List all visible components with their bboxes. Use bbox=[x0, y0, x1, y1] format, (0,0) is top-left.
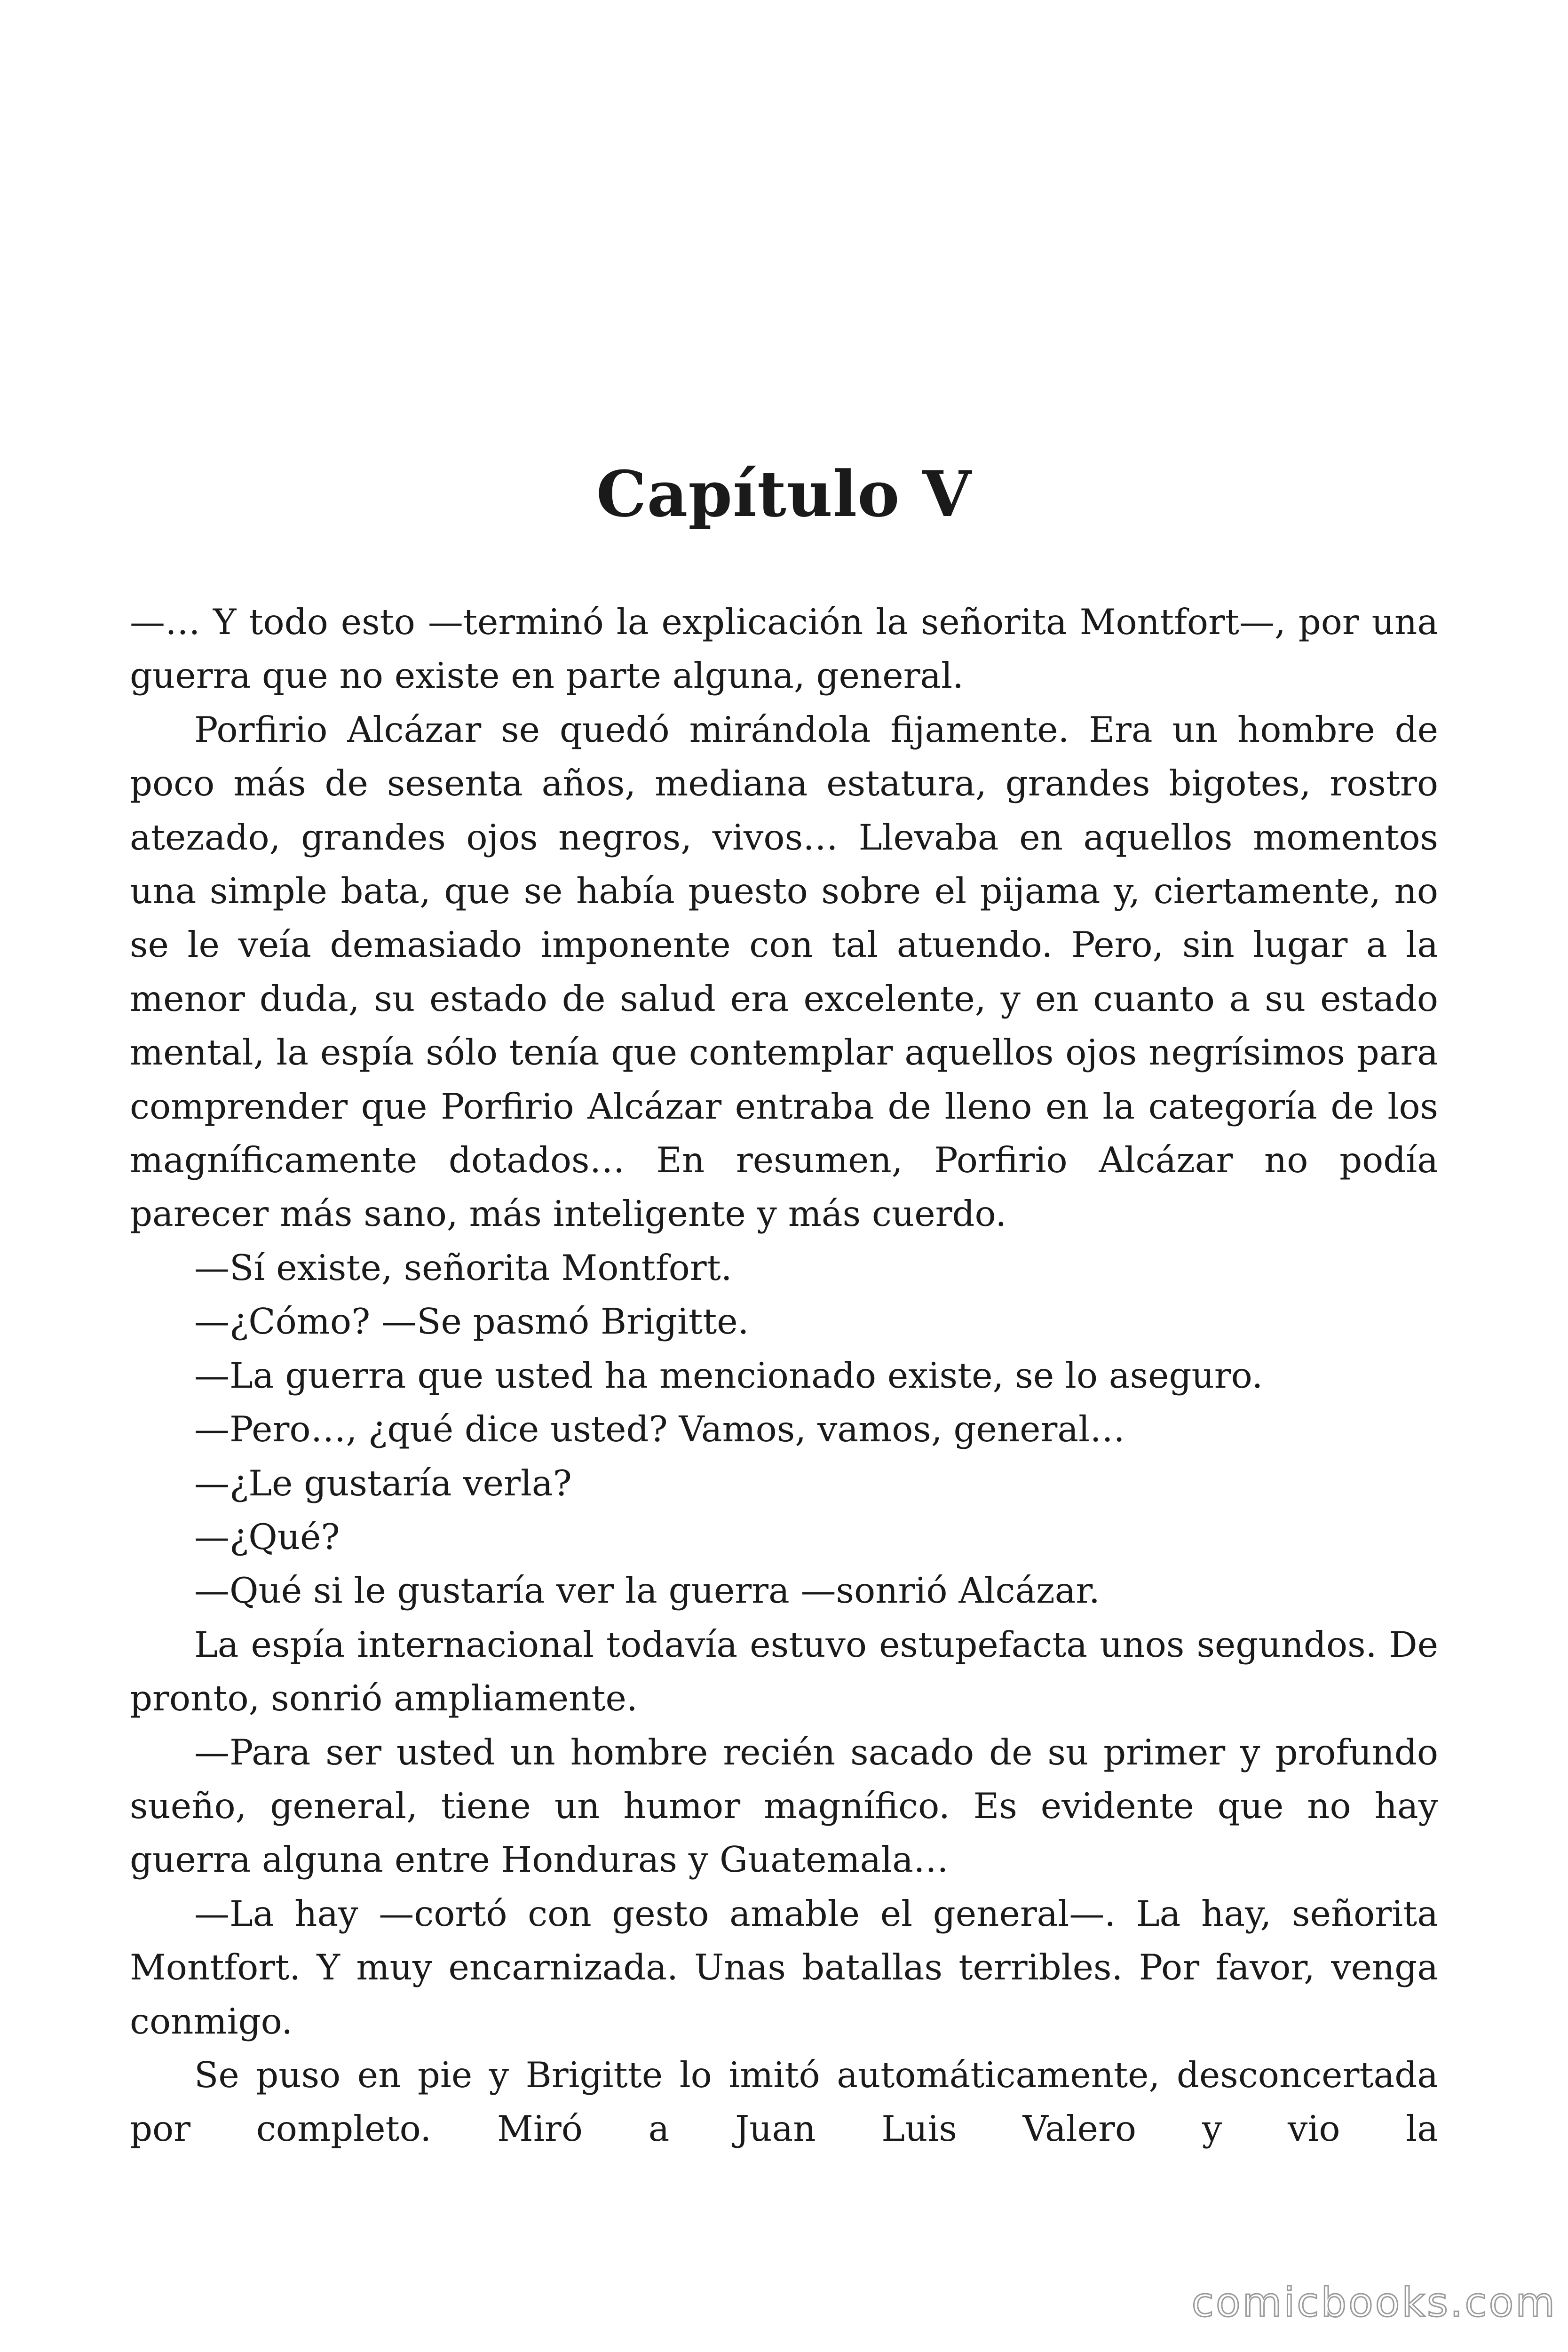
paragraph: —¿Cómo? —Se pasmó Brigitte. bbox=[194, 1301, 749, 1343]
paragraph: La espía internacional todavía estuvo estupefacta unos segundos. De pronto, sonrió ampliamente. bbox=[130, 1623, 1438, 1719]
paragraph: Porfirio Alcázar se quedó mirándola fijamente. Era un hombre de poco más de sesenta años, mediana estatura, grandes bigotes, rostro atezado, grandes ojos negros, vivos… Llevaba en aquellos momentos una simple bata, que se había puesto sobre el pijama y, ciertamente, no se le veía demasiado imponente con tal atuendo. Pero, sin lugar a la menor duda, su estado de salud era excelente, y en cuanto a su estado mental, la espía sólo tenía que contemplar aquellos ojos negrísimos para comprender que Porfirio Alcázar entraba de lleno en la categoría de los magníficamente dotados… En resumen, Porfirio Alcázar no podía parecer más sano, más inteligente y más cuerdo. bbox=[130, 708, 1438, 1235]
paragraph: —¿Qué? bbox=[194, 1516, 340, 1557]
paragraph: —… Y todo esto —terminó la explicación la señorita Montfort—, por una guerra que no existe en parte alguna, general. bbox=[130, 601, 1438, 697]
paragraph: —¿Le gustaría verla? bbox=[194, 1462, 572, 1504]
paragraph: —La hay —cortó con gesto amable el general—. La hay, señorita Montfort. Y muy encarnizada. Unas batallas terribles. Por favor, venga conmigo. bbox=[130, 1892, 1438, 2042]
site-watermark: comicbooks.com bbox=[1191, 2279, 1557, 2326]
paragraph: —La guerra que usted ha mencionado existe, se lo aseguro. bbox=[194, 1354, 1263, 1396]
chapter-body bbox=[130, 595, 1438, 2156]
paragraph: Se puso en pie y Brigitte lo imitó automáticamente, desconcertada por completo. Miró a Juan Luis Valero y vio la bbox=[130, 2054, 1438, 2150]
paragraph: —Qué si le gustaría ver la guerra —sonrió Alcázar. bbox=[194, 1570, 1100, 1612]
paragraph: —Pero…, ¿qué dice usted? Vamos, vamos, general… bbox=[194, 1408, 1125, 1450]
chapter-title: Capítulo V bbox=[596, 457, 972, 531]
paragraph: —Para ser usted un hombre recién sacado de su primer y profundo sueño, general, tiene un humor magnífico. Es evidente que no hay guerra alguna entre Honduras y Guatemala… bbox=[130, 1731, 1438, 1881]
paragraph: —Sí existe, señorita Montfort. bbox=[194, 1247, 732, 1288]
